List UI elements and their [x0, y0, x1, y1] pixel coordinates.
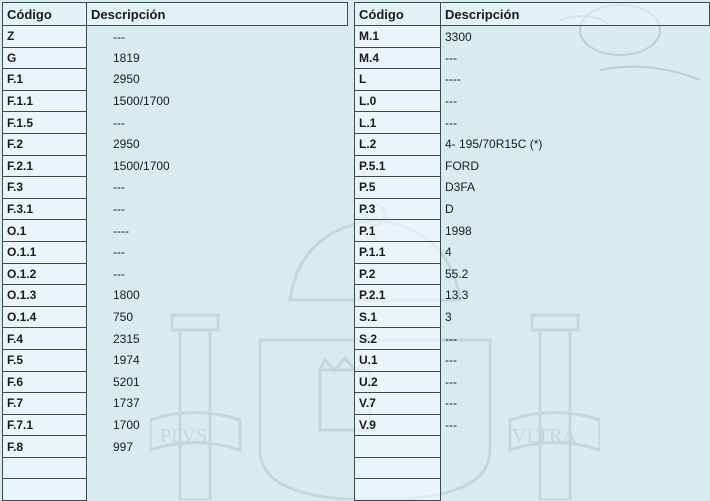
- code-cell: F.2: [3, 133, 87, 155]
- table-row: [355, 306, 710, 328]
- code-cell: S.1: [355, 306, 441, 328]
- table-row: [355, 112, 710, 134]
- code-cell: L.1: [355, 112, 441, 134]
- code-cell: [3, 457, 87, 479]
- table-row: [355, 220, 710, 242]
- code-cell: F.7.1: [3, 414, 87, 436]
- table-row: [355, 457, 710, 479]
- value-cell: 5201: [113, 374, 140, 389]
- value-cell: 4- 195/70R15C (*): [445, 137, 543, 152]
- code-cell: P.5.1: [355, 155, 441, 177]
- value-cell: [87, 479, 348, 501]
- table-row: [3, 263, 348, 285]
- code-cell: F.4: [3, 328, 87, 350]
- table-row: [3, 133, 348, 155]
- value-cell: ---: [445, 331, 457, 346]
- value-cell: ---: [445, 50, 457, 65]
- table-row: [3, 436, 348, 458]
- table-row: [355, 393, 710, 415]
- table-row: [355, 241, 710, 263]
- code-cell: F.3.1: [3, 198, 87, 220]
- table-header-row: [355, 3, 710, 26]
- header-description: Descripción: [441, 3, 710, 26]
- code-cell: S.2: [355, 328, 441, 350]
- code-cell: G: [3, 47, 87, 69]
- code-cell: F.1.1: [3, 90, 87, 112]
- value-cell: ---: [445, 417, 457, 432]
- table-row: [3, 220, 348, 242]
- value-cell: 2950: [113, 72, 140, 87]
- value-cell: 4: [445, 245, 452, 260]
- table-row: [3, 26, 348, 48]
- value-cell: [441, 436, 710, 458]
- value-cell: D3FA: [445, 180, 476, 195]
- value-cell: ---: [113, 202, 125, 217]
- table-row: [3, 457, 348, 479]
- code-cell: O.1.2: [3, 263, 87, 285]
- value-cell: ---: [445, 374, 457, 389]
- value-cell: FORD: [445, 158, 479, 173]
- table-row: [355, 263, 710, 285]
- table-row: [355, 436, 710, 458]
- value-cell: 750: [113, 310, 134, 325]
- table-row: [3, 393, 348, 415]
- value-cell: 1700: [113, 417, 140, 432]
- table-row: [3, 112, 348, 134]
- table-row: [355, 198, 710, 220]
- code-cell: P.5: [355, 177, 441, 199]
- table-row: [3, 177, 348, 199]
- value-cell: 1998: [445, 223, 472, 238]
- table-row: [3, 241, 348, 263]
- code-cell: [355, 457, 441, 479]
- code-cell: F.8: [3, 436, 87, 458]
- code-cell: Z: [3, 26, 87, 48]
- value-cell: ---: [445, 396, 457, 411]
- value-cell: [87, 457, 348, 479]
- code-cell: F.1: [3, 69, 87, 91]
- table-row: [3, 285, 348, 307]
- value-cell: D: [445, 202, 454, 217]
- table-header-row: [3, 3, 348, 26]
- table-row: [355, 285, 710, 307]
- table-row: [355, 371, 710, 393]
- code-cell: P.3: [355, 198, 441, 220]
- value-cell: ---: [445, 94, 457, 109]
- code-cell: F.2.1: [3, 155, 87, 177]
- code-cell: V.7: [355, 393, 441, 415]
- table-row: [3, 479, 348, 501]
- value-cell: ---: [113, 115, 125, 130]
- value-cell: ----: [113, 223, 129, 238]
- table-row: [355, 26, 710, 48]
- table-row: [355, 328, 710, 350]
- value-cell: ----: [445, 72, 461, 87]
- value-cell: [441, 457, 710, 479]
- code-cell: O.1.4: [3, 306, 87, 328]
- table-row: [3, 155, 348, 177]
- value-cell: 2950: [113, 137, 140, 152]
- value-cell: 55.2: [445, 266, 469, 281]
- code-cell: F.7: [3, 393, 87, 415]
- value-cell: ---: [445, 353, 457, 368]
- table-row: [3, 414, 348, 436]
- code-cell: U.1: [355, 349, 441, 371]
- code-cell: P.1.1: [355, 241, 441, 263]
- code-cell: P.1: [355, 220, 441, 242]
- value-cell: 997: [113, 439, 134, 454]
- code-cell: M.1: [355, 26, 441, 48]
- value-cell: ---: [113, 180, 125, 195]
- table-row: [355, 414, 710, 436]
- value-cell: ---: [113, 29, 125, 44]
- table-row: [355, 69, 710, 91]
- code-cell: F.6: [3, 371, 87, 393]
- code-cell: V.9: [355, 414, 441, 436]
- code-cell: P.2: [355, 263, 441, 285]
- value-cell: 2315: [113, 331, 140, 346]
- table-row: [3, 328, 348, 350]
- code-cell: L.2: [355, 133, 441, 155]
- table-row: [355, 155, 710, 177]
- value-cell: 3300: [445, 29, 472, 44]
- value-cell: [441, 479, 710, 501]
- code-cell: P.2.1: [355, 285, 441, 307]
- left-code-table: [2, 2, 348, 501]
- value-cell: 1737: [113, 396, 140, 411]
- code-cell: O.1.3: [3, 285, 87, 307]
- table-row: [355, 90, 710, 112]
- header-code: Código: [3, 3, 87, 26]
- table-row: [3, 371, 348, 393]
- table-row: [355, 349, 710, 371]
- code-cell: M.4: [355, 47, 441, 69]
- header-code: Código: [355, 3, 441, 26]
- value-cell: ---: [113, 266, 125, 281]
- value-cell: 13.3: [445, 288, 469, 303]
- table-row: [3, 198, 348, 220]
- code-cell: O.1: [3, 220, 87, 242]
- value-cell: ---: [113, 245, 125, 260]
- table-row: [355, 133, 710, 155]
- value-cell: 1974: [113, 353, 140, 368]
- table-row: [355, 177, 710, 199]
- value-cell: 1500/1700: [113, 94, 170, 109]
- value-cell: 1819: [113, 50, 140, 65]
- table-row: [3, 349, 348, 371]
- code-cell: U.2: [355, 371, 441, 393]
- watermark-banner-right: VLTRA: [512, 425, 577, 447]
- value-cell: 3: [445, 310, 452, 325]
- value-cell: ---: [445, 115, 457, 130]
- table-row: [3, 306, 348, 328]
- right-code-table: [354, 2, 710, 501]
- code-cell: O.1.1: [3, 241, 87, 263]
- value-cell: 1800: [113, 288, 140, 303]
- table-row: [3, 69, 348, 91]
- code-cell: [3, 479, 87, 501]
- code-cell: F.5: [3, 349, 87, 371]
- code-cell: F.1.5: [3, 112, 87, 134]
- watermark-banner-left: PLVS: [160, 425, 208, 447]
- code-cell: F.3: [3, 177, 87, 199]
- code-cell: L: [355, 69, 441, 91]
- header-description: Descripción: [87, 3, 348, 26]
- table-row: [3, 90, 348, 112]
- table-row: [3, 47, 348, 69]
- code-cell: L.0: [355, 90, 441, 112]
- table-row: [355, 47, 710, 69]
- table-row: [355, 479, 710, 501]
- value-cell: 1500/1700: [113, 158, 170, 173]
- code-cell: [355, 436, 441, 458]
- code-cell: [355, 479, 441, 501]
